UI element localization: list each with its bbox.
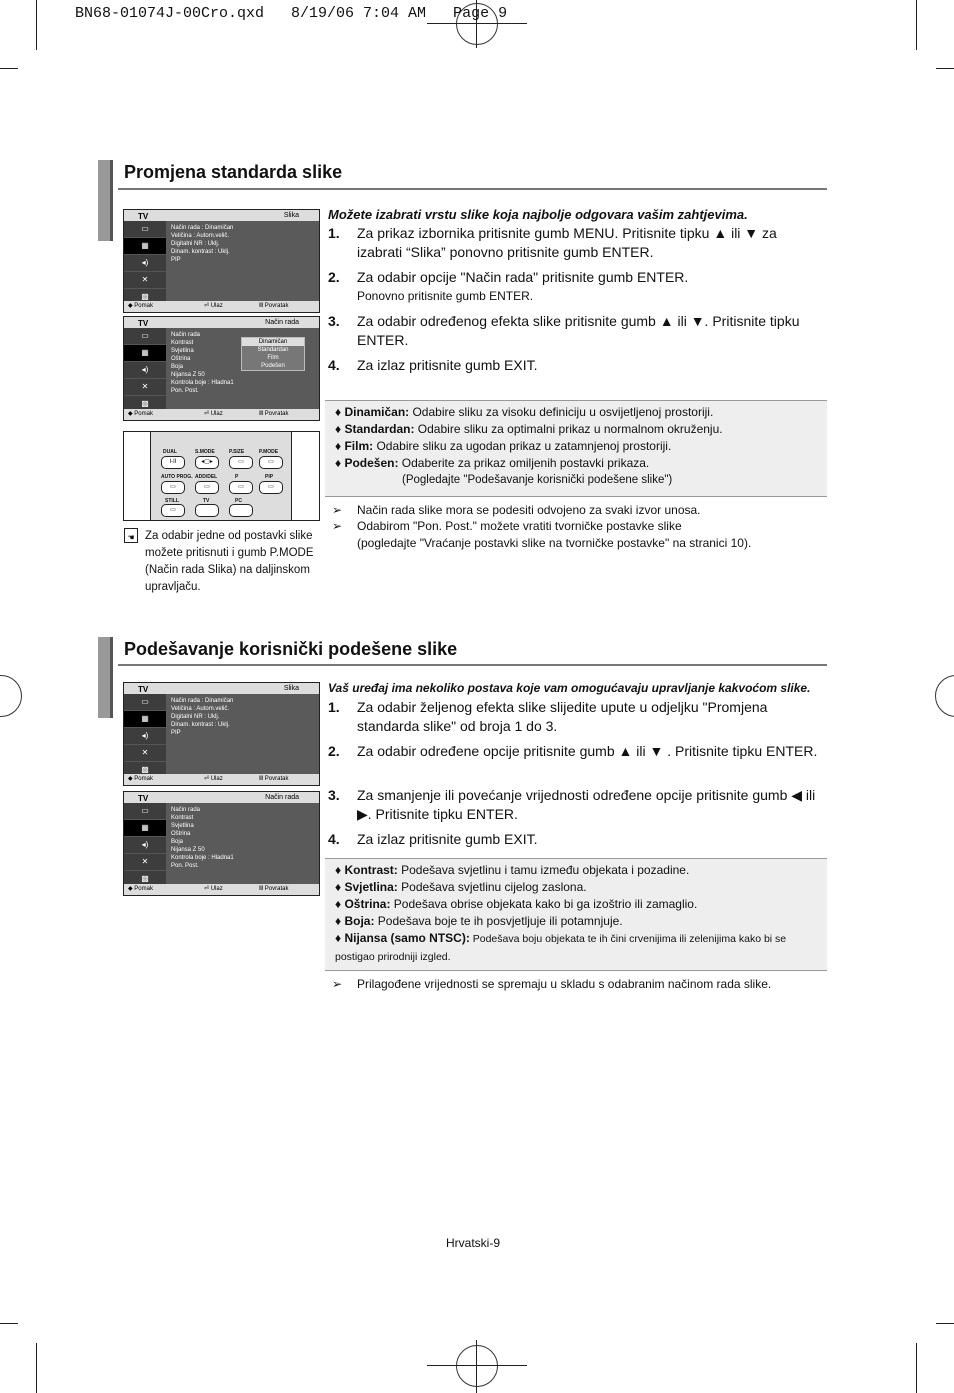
hand-icon: ☚ — [124, 528, 138, 543]
step-text: Za izlaz pritisnite gumb EXIT. — [357, 357, 538, 373]
tv-label: TV — [138, 685, 149, 694]
crop-mark — [427, 23, 527, 24]
tv-label: TV — [138, 794, 149, 803]
step-number: 2. — [328, 743, 340, 759]
move-hint: ◆ Pomak — [128, 303, 153, 309]
menu-item: Boja — [171, 839, 184, 845]
info-desc: Odabire sliku za visoku definiciju u osvijetljenoj prostoriji. — [409, 405, 714, 419]
menu-title: Slika — [283, 685, 299, 692]
smode-button: ◂▢▸ — [195, 456, 219, 469]
psize-button: ▭ — [229, 456, 253, 469]
tv-menu-screenshot: TV Način rada ▭ ▦ ◂) ✕ ▩ Način rada Kontrast Svjetlina Oštrina Boja Nijansa Z 50 Kontrola boje : Hladna1 Pon. Post. Dinamičan Standardan Film Podešen ◆ Pomak ⏎ Ulaz Ⅲ Povratak — [123, 316, 320, 421]
info-desc: Odabire sliku za ugodan prikaz u zatamnjenoj prostoriji. — [373, 439, 672, 453]
menu-item: Digitalni NR : Uklj. — [171, 241, 220, 247]
menu-item: Oštrina — [171, 831, 191, 837]
menu-item: Kontrast — [171, 340, 194, 346]
info-row — [325, 879, 827, 896]
step-item — [328, 786, 823, 824]
note-item — [332, 976, 822, 992]
note-item — [332, 535, 822, 551]
crop-mark — [936, 1323, 954, 1324]
step-number: 1. — [328, 225, 340, 241]
remote-label: AUTO PROG. — [161, 474, 193, 480]
section-rule — [118, 188, 827, 190]
mode-option: Podešen — [261, 363, 285, 369]
tv-button — [195, 504, 219, 517]
menu-item: Način rada — [171, 807, 201, 813]
note-text: Odabirom "Pon. Post." možete vratiti tvorničke postavke slike — [357, 519, 682, 533]
move-hint: ◆ Pomak — [128, 776, 153, 782]
info-row — [325, 455, 827, 472]
menu-item: PIP — [171, 257, 181, 263]
crop-mark — [916, 0, 917, 50]
note-text: Prilagođene vrijednosti se spremaju u skladu s odabranim načinom rada slike. — [357, 977, 772, 991]
info-row — [325, 438, 827, 455]
crop-mark — [427, 1365, 527, 1366]
note-item — [332, 518, 822, 534]
menu-item: Dinam. kontrast : Uklj. — [171, 722, 230, 728]
info-row — [325, 404, 827, 421]
pip-button: ▭ — [259, 481, 283, 494]
info-row — [325, 930, 827, 966]
step-item — [328, 312, 823, 350]
note-item — [332, 502, 822, 518]
remote-control-illustration — [123, 431, 320, 521]
step-text: Za prikaz izbornika pritisnite gumb MENU. Pritisnite tipku ▲ ili ▼ za izabrati “Slika” ponovno pritisnite gumb ENTER. — [357, 225, 777, 260]
info-term: ♦ Svjetlina: — [335, 880, 398, 894]
return-hint: Ⅲ Povratak — [259, 776, 289, 782]
tv-label: TV — [138, 319, 149, 328]
remote-label: PC — [235, 498, 242, 504]
enter-hint: ⏎ Ulaz — [204, 776, 223, 782]
note-text: (pogledajte "Vraćanje postavki slike na tvorničke postavke" na stranici 10). — [357, 536, 752, 550]
step-number: 4. — [328, 831, 340, 847]
menu-item: Dinam. kontrast : Uklj. — [171, 249, 230, 255]
section-title: Podešavanje korisnički podešene slike — [124, 639, 458, 659]
crop-mark — [36, 0, 37, 50]
info-term: ♦ Dinamičan: — [335, 405, 410, 419]
step-item — [328, 356, 823, 375]
menu-item: Kontrola boje : Hladna1 — [171, 380, 234, 386]
menu-item: Pon. Post. — [171, 388, 199, 394]
info-term: ♦ Kontrast: — [335, 863, 398, 877]
info-term: ♦ Standardan: — [335, 422, 415, 436]
note-arrow-icon: ➢ — [332, 503, 343, 517]
step-number: 3. — [328, 787, 340, 803]
crop-mark — [0, 1323, 18, 1324]
step-item — [328, 698, 823, 736]
tv-menu-screenshot: TV Slika ▭ ▦ ◂) ✕ ▩ Način rada : Dinamičan Veličina : Autom.velič. Digitalni NR : Uklj. Dinam. kontrast : Uklj. PIP ◆ Pomak ⏎ Ulaz Ⅲ Povratak — [123, 209, 320, 313]
registration-mark-icon — [456, 1345, 498, 1387]
menu-item: Svjetlina — [171, 823, 194, 829]
menu-item: PIP — [171, 730, 181, 736]
info-desc: Podešava svjetlinu cijelog zaslona. — [397, 880, 587, 894]
mode-option: Dinamičan — [242, 338, 304, 346]
dual-button: I-II — [161, 456, 185, 469]
move-hint: ◆ Pomak — [128, 411, 153, 417]
remote-label: DUAL — [163, 449, 177, 455]
menu-item: Kontrola boje : Hladna1 — [171, 855, 234, 861]
enter-hint: ⏎ Ulaz — [204, 303, 223, 309]
section-bar — [98, 637, 113, 718]
remote-label: PIP — [265, 474, 274, 480]
step-text: Za odabir određene opcije pritisnite gumb ▲ ili ▼ . Pritisnite tipku ENTER. — [357, 743, 818, 759]
info-box — [325, 400, 827, 497]
p-button: ▭ — [229, 481, 253, 494]
step-number: 3. — [328, 313, 340, 329]
menu-item: Digitalni NR : Uklj. — [171, 714, 220, 720]
menu-item: Veličina : Autom.velič. — [171, 706, 230, 712]
menu-title: Način rada — [265, 794, 299, 801]
step-text: Za izlaz pritisnite gumb EXIT. — [357, 831, 538, 847]
info-desc: Odaberite za prikaz omiljenih postavki prikaza. — [398, 456, 650, 470]
info-desc: Odabire sliku za optimalni prikaz u normalnom okruženju. — [414, 422, 723, 436]
info-term: ♦ Podešen: — [335, 456, 399, 470]
menu-item: Veličina : Autom.velič. — [171, 233, 230, 239]
crop-mark — [36, 1343, 37, 1393]
menu-item: Nijansa Z 50 — [171, 847, 205, 853]
step-subtext: Ponovno pritisnite gumb ENTER. — [357, 289, 534, 303]
step-item — [328, 742, 823, 761]
menu-item: Oštrina — [171, 356, 191, 362]
remote-label: P.SIZE — [229, 449, 245, 455]
info-row — [325, 913, 827, 930]
note-arrow-icon: ➢ — [332, 519, 343, 533]
info-reference: (Pogledajte "Podešavanje korisnički podešene slike") — [402, 474, 673, 486]
section-intro: Možete izabrati vrstu slike koja najbolje odgovara vašim zahtjevima. — [328, 207, 748, 222]
enter-hint: ⏎ Ulaz — [204, 411, 223, 417]
enter-hint: ⏎ Ulaz — [204, 886, 223, 892]
step-text: Za smanjenje ili povećanje vrijednosti određene opcije pritisnite gumb ◀ ili ▶. Pritisnite tipku ENTER. — [357, 787, 816, 822]
step-text: Za odabir opcije "Način rada" pritisnite gumb ENTER. — [357, 269, 689, 285]
move-hint: ◆ Pomak — [128, 886, 153, 892]
remote-label: P — [235, 474, 239, 480]
menu-item: Nijansa Z 50 — [171, 372, 205, 378]
info-term: ♦ Oštrina: — [335, 897, 391, 911]
menu-title: Način rada — [265, 319, 299, 326]
add-del-button: ▭ — [195, 481, 219, 494]
pmode-button: ▭ — [259, 456, 283, 469]
return-hint: Ⅲ Povratak — [259, 886, 289, 892]
info-box — [325, 858, 827, 971]
mode-option: Standardan — [257, 347, 289, 353]
registration-mark-icon — [935, 675, 954, 717]
menu-item: Način rada : Dinamičan — [171, 225, 234, 231]
auto-prog-button: ▭ — [161, 481, 185, 494]
return-hint: Ⅲ Povratak — [259, 411, 289, 417]
page-footer: Hrvatski-9 — [446, 1236, 501, 1250]
menu-title: Slika — [283, 212, 299, 219]
crop-mark — [0, 68, 18, 69]
info-row — [325, 896, 827, 913]
step-text: Za odabir određenog efekta slike pritisnite gumb ▲ ili ▼. Pritisnite tipku ENTER. — [357, 313, 800, 348]
remote-label: P.MODE — [259, 449, 279, 455]
info-term: ♦ Boja: — [335, 914, 375, 928]
tv-menu-screenshot: TV Slika ▭ ▦ ◂) ✕ ▩ Način rada : Dinamičan Veličina : Autom.velič. Digitalni NR : Uklj. Dinam. kontrast : Uklj. PIP ◆ Pomak ⏎ Ulaz Ⅲ Povratak — [123, 682, 320, 786]
note-arrow-icon: ➢ — [332, 977, 343, 991]
crop-mark — [936, 68, 954, 69]
step-item — [328, 224, 823, 262]
info-desc: Podešava boje te ih posvjetljuje ili potamnjuje. — [374, 914, 623, 928]
mode-option: Film — [267, 355, 279, 361]
registration-mark-icon — [0, 675, 22, 717]
crop-mark — [476, 1340, 477, 1393]
info-term: ♦ Film: — [335, 439, 374, 453]
menu-item: Pon. Post. — [171, 863, 199, 869]
step-item — [328, 268, 823, 306]
remote-label: TV — [203, 498, 210, 504]
info-row — [325, 862, 827, 879]
info-desc: Podešava svjetlinu i tamu između objekata i pozadine. — [397, 863, 690, 877]
menu-item: Boja — [171, 364, 184, 370]
tv-label: TV — [138, 212, 149, 221]
note-text: Način rada slike mora se podesiti odvojeno za svaki izvor unosa. — [357, 503, 701, 517]
remote-label: S.MODE — [195, 449, 215, 455]
step-item — [328, 830, 823, 849]
section-rule — [118, 664, 827, 666]
menu-item: Način rada — [171, 332, 201, 338]
side-note-text: Za odabir jedne od postavki slike možete pritisnuti i gumb P.MODE (Način rada Slika) na daljinskom upravljaču. — [145, 530, 314, 593]
mode-dropdown — [241, 337, 305, 371]
still-button: ▭ — [161, 504, 185, 517]
info-term: ♦ Nijansa (samo NTSC): — [335, 931, 470, 945]
section-intro: Vaš uređaj ima nekoliko postava koje vam omogućavaju upravljanje kakvoćom slike. — [328, 681, 811, 695]
remote-label: ADD/DEL — [195, 474, 218, 480]
info-desc: Podešava boju objekata te ih čini crvenijima ili zelenijima kako bi se postigao prirodniji izgled. — [335, 933, 787, 963]
menu-item: Svjetlina — [171, 348, 194, 354]
pc-button — [229, 504, 253, 517]
return-hint: Ⅲ Povratak — [259, 303, 289, 309]
side-note — [124, 528, 324, 596]
print-header: BN68-01074J-00Cro.qxd 8/19/06 7:04 AM Page 9 — [75, 5, 508, 22]
info-row — [325, 421, 827, 438]
info-desc: Podešava obrise objekata kako bi ga izoštrio ili zamaglio. — [390, 897, 698, 911]
remote-label: STILL — [165, 498, 179, 504]
section-bar — [98, 160, 113, 241]
tv-menu-screenshot: TV Način rada ▭ ▦ ◂) ✕ ▩ Način rada Kontrast Svjetlina Oštrina Boja Nijansa Z 50 Kontrola boje : Hladna1 Pon. Post. ◆ Pomak ⏎ Ulaz Ⅲ Povratak — [123, 791, 320, 896]
step-number: 2. — [328, 269, 340, 285]
crop-mark — [916, 1343, 917, 1393]
step-number: 4. — [328, 357, 340, 373]
section-title: Promjena standarda slike — [124, 162, 343, 182]
step-text: Za odabir željenog efekta slike slijedite upute u odjeljku "Promjena standarda slike" od broja 1 do 3. — [357, 699, 768, 734]
menu-item: Kontrast — [171, 815, 194, 821]
step-number: 1. — [328, 699, 340, 715]
menu-item: Način rada : Dinamičan — [171, 698, 234, 704]
